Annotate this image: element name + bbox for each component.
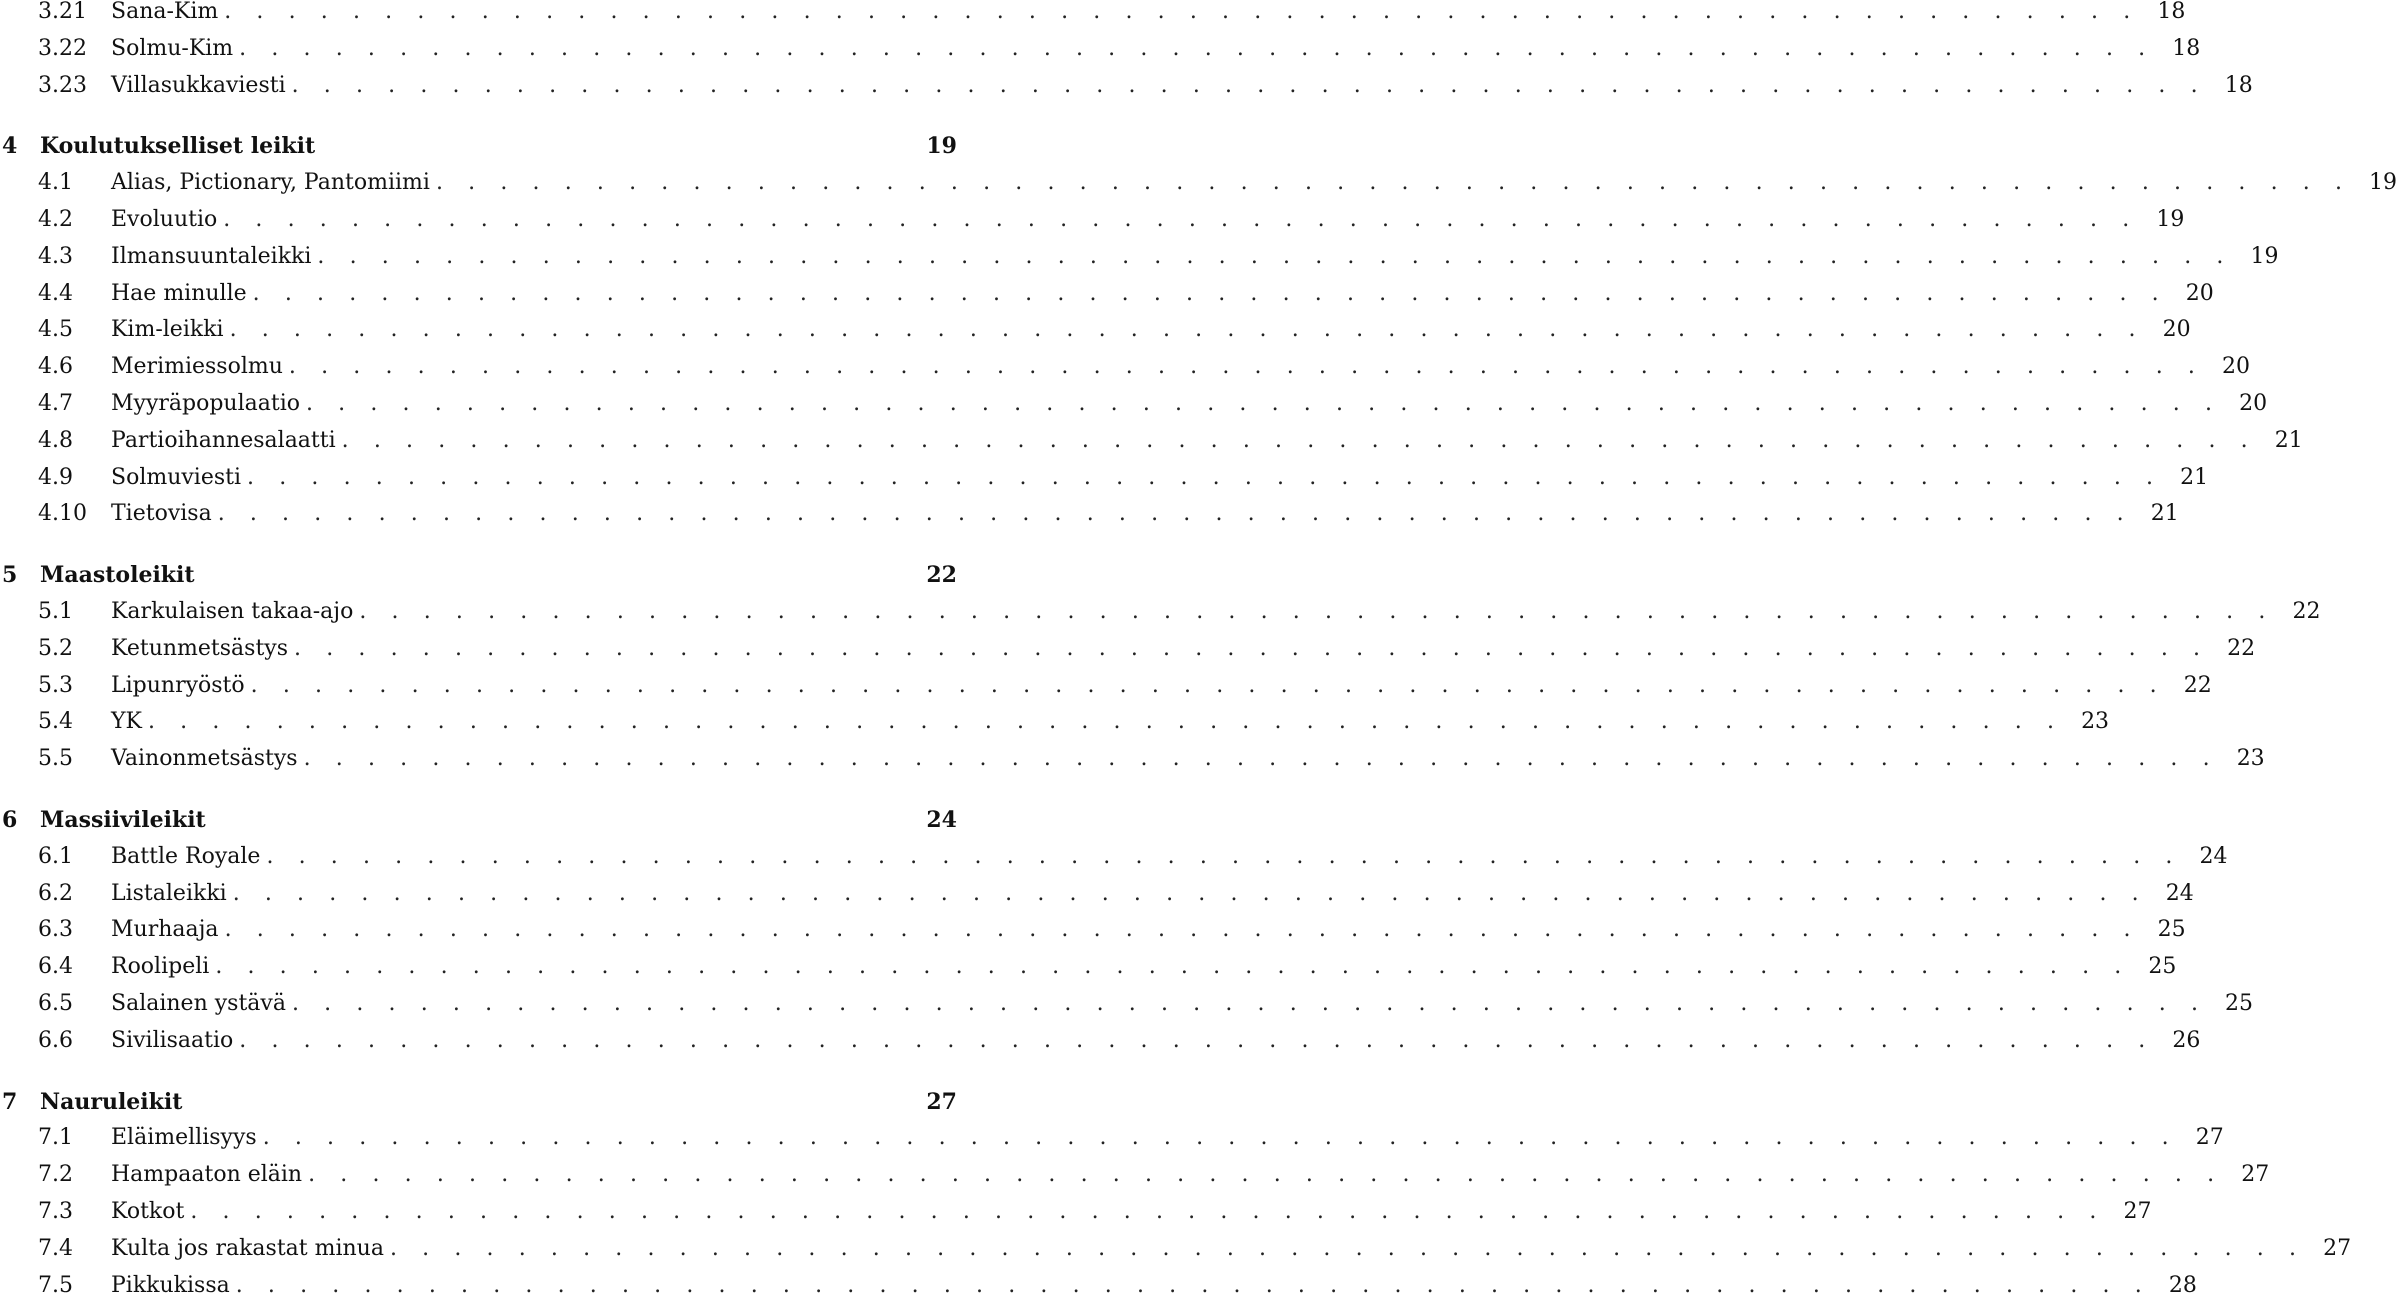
toc-entry-title[interactable]: Kim-leikki bbox=[111, 317, 224, 343]
toc-page-number[interactable]: 22 bbox=[2292, 599, 2321, 624]
toc-entry-number: 7.2 bbox=[38, 1162, 73, 1188]
dot-leader: . . . . . . . . . . . . . . . . . . . . . . . . . . . . . . . . . . . . . . . . . . . . . . . . . . . . . . . . . . . . bbox=[224, 917, 2140, 943]
toc-page-number[interactable]: 22 bbox=[2227, 635, 2256, 661]
toc-page-number[interactable]: 27 bbox=[2195, 1125, 2224, 1151]
toc-subsection-entry[interactable] bbox=[0, 239, 2279, 275]
toc-entry-title[interactable]: Vainonmetsästys bbox=[111, 746, 298, 772]
toc-page-number[interactable]: 18 bbox=[2157, 0, 2186, 24]
toc-subsection-entry[interactable] bbox=[0, 349, 2251, 385]
toc-page-number[interactable]: 25 bbox=[2157, 917, 2186, 943]
toc-page-number[interactable]: 20 bbox=[2162, 317, 2191, 343]
toc-entry-number: 4.3 bbox=[38, 243, 73, 269]
toc-entry-title[interactable]: Partioihannesalaatti bbox=[111, 427, 336, 453]
toc-subsection-entry[interactable] bbox=[0, 312, 2191, 348]
toc-page-number[interactable]: 19 bbox=[2369, 170, 2397, 196]
toc-entry-title[interactable]: Solmuviesti bbox=[111, 464, 242, 490]
dot-leader: . . . . . . . . . . . . . . . . . . . . . . . . . . . . . . . . . . . . . . . . . . . . . . . . . . . . . . . . . . . . bbox=[291, 72, 2207, 98]
dot-leader: . . . . . . . . . . . . . . . . . . . . . . . . . . . . . . . . . . . . . . . . . . . . . . . . . . . . . . . . . . . . bbox=[224, 0, 2140, 24]
toc-subsection-entry[interactable] bbox=[0, 31, 2201, 67]
dot-leader: . . . . . . . . . . . . . . . . . . . . . . . . . . . . . . . . . . . . . . . . . . . . . . . . . . . . . . . . . . . . bbox=[303, 746, 2219, 772]
toc-page-number[interactable]: 22 bbox=[926, 562, 957, 589]
toc-entry-number: 7.3 bbox=[38, 1199, 73, 1224]
toc-entry-number: 7.4 bbox=[38, 1235, 73, 1261]
toc-entry-title[interactable]: Villasukkaviesti bbox=[111, 72, 286, 98]
toc-entry-title[interactable]: Maastoleikit bbox=[40, 562, 195, 589]
dot-leader: . . . . . . . . . . . . . . . . . . . . . . . . . . . . . . . . . . . . . . . . . . . . . . . . . . . . . . . . . . . . bbox=[190, 1199, 2106, 1224]
toc-entry-number: 7.5 bbox=[38, 1272, 73, 1298]
toc-entry-title[interactable]: Nauruleikit bbox=[40, 1088, 183, 1115]
toc-entry-title[interactable]: YK bbox=[111, 709, 142, 735]
toc-subsection-entry[interactable] bbox=[0, 202, 2185, 238]
toc-entry-number: 6.4 bbox=[38, 954, 73, 980]
dot-leader: . . . . . . . . . . . . . . . . . . . . . . . . . . . . . . . . . . . . . . . . . . . . . . . . . . . . . . . . . . . . bbox=[266, 843, 2182, 869]
toc-entry-title[interactable]: Roolipeli bbox=[111, 954, 210, 980]
toc-subsection-entry[interactable] bbox=[0, 912, 2186, 948]
toc-subsection-entry[interactable] bbox=[0, 165, 2397, 201]
toc-page-number[interactable]: 23 bbox=[2236, 746, 2265, 772]
toc-entry-number: 5.4 bbox=[38, 709, 73, 735]
toc-entry-number: 5.3 bbox=[38, 672, 73, 698]
toc-page-number[interactable]: 23 bbox=[2081, 709, 2110, 735]
toc-entry-title[interactable]: Koulutukselliset leikit bbox=[40, 133, 316, 160]
toc-entry-title[interactable]: Salainen ystävä bbox=[111, 991, 286, 1016]
dot-leader: . . . . . . . . . . . . . . . . . . . . . . . . . . . . . . . . . . . . . . . . . . . . . . . . . . . . . . . . . . . . bbox=[288, 354, 2205, 380]
toc-subsection-entry[interactable] bbox=[0, 986, 2254, 1022]
toc-subsection-entry[interactable] bbox=[0, 496, 2179, 532]
toc-entry-title[interactable]: Karkulaisen takaa-ajo bbox=[111, 599, 354, 624]
toc-entry-title[interactable]: Kulta jos rakastat minua bbox=[111, 1235, 384, 1261]
toc-page-number[interactable]: 20 bbox=[2185, 280, 2214, 306]
dot-leader: . . . . . . . . . . . . . . . . . . . . . . . . . . . . . . . . . . . . . . . . . . . . . . . . . . . . . . . . . . . . bbox=[235, 1272, 2151, 1298]
toc-entry-number: 6.1 bbox=[38, 843, 73, 869]
toc-entry-number: 3.21 bbox=[38, 0, 87, 24]
toc-page-number[interactable]: 19 bbox=[926, 133, 957, 160]
toc-entry-title[interactable]: Ilmansuuntaleikki bbox=[111, 243, 312, 269]
dot-leader: . . . . . . . . . . . . . . . . . . . . . . . . . . . . . . . . . . . . . . . . . . . . . . . . . . . . . . . . . . . . bbox=[232, 880, 2148, 906]
toc-section-entry[interactable] bbox=[0, 128, 960, 164]
toc-section-entry[interactable] bbox=[0, 1084, 960, 1120]
toc-entry-title[interactable]: Listaleikki bbox=[111, 880, 227, 906]
toc-entry-title[interactable]: Hae minulle bbox=[111, 280, 247, 306]
toc-entry-number: 4.8 bbox=[38, 427, 73, 453]
toc-page-number[interactable]: 21 bbox=[2180, 464, 2209, 490]
dot-leader: . . . . . . . . . . . . . . . . . . . . . . . . . . . . . . . . . . . . . . . . . . . . . . . . . . . . . . . . . . . . bbox=[239, 1027, 2155, 1053]
toc-entry-number: 5.5 bbox=[38, 746, 73, 772]
toc-page-number[interactable]: 19 bbox=[2250, 243, 2279, 269]
toc-entry-title[interactable]: Murhaaja bbox=[111, 917, 219, 943]
toc-entry-number: 6.6 bbox=[38, 1027, 73, 1053]
toc-entry-title[interactable]: Hampaaton eläin bbox=[111, 1162, 303, 1188]
toc-subsection-entry[interactable] bbox=[0, 1231, 2352, 1267]
toc-entry-number: 3.23 bbox=[38, 72, 87, 98]
toc-entry-title[interactable]: Sivilisaatio bbox=[111, 1027, 234, 1053]
toc-subsection-entry[interactable] bbox=[0, 631, 2256, 667]
toc-section-entry[interactable] bbox=[0, 802, 960, 838]
toc-subsection-entry[interactable] bbox=[0, 423, 2303, 459]
toc-entry-title[interactable]: Evoluutio bbox=[111, 207, 218, 232]
toc-page-number[interactable]: 18 bbox=[2224, 72, 2253, 98]
toc-entry-title[interactable]: Massiivileikit bbox=[40, 807, 206, 833]
toc-entry-number: 4 bbox=[2, 133, 18, 160]
dot-leader: . . . . . . . . . . . . . . . . . . . . . . . . . . . . . . . . . . . . . . . . . . . . . . . . . . . . . . . . . . . . bbox=[217, 501, 2133, 527]
toc-subsection-entry[interactable] bbox=[0, 876, 2194, 912]
toc-subsection-entry[interactable] bbox=[0, 668, 2212, 704]
toc-entry-number: 5.1 bbox=[38, 599, 73, 624]
toc-page-number[interactable]: 24 bbox=[926, 807, 957, 833]
dot-leader: . . . . . . . . . . . . . . . . . . . . . . . . . . . . . . . . . . . . . . . . . . . . . . . . . . . . . . . . . . . . bbox=[262, 1125, 2178, 1151]
dot-leader: . . . . . . . . . . . . . . . . . . . . . . . . . . . . . . . . . . . . . . . . . . . . . . . . . . . . . . . . . . . . bbox=[215, 954, 2131, 980]
toc-page-number[interactable]: 24 bbox=[2165, 880, 2194, 906]
toc-entry-number: 3.22 bbox=[38, 35, 87, 61]
toc-subsection-entry[interactable] bbox=[0, 949, 2177, 985]
toc-subsection-entry[interactable] bbox=[0, 1194, 2152, 1230]
toc-entry-title[interactable]: Battle Royale bbox=[111, 843, 261, 869]
dot-leader: . . . . . . . . . . . . . . . . . . . . . . . . . . . . . . . . . . . . . . . . . . . . . . . . . . . . . . . . . . . . bbox=[306, 391, 2222, 416]
toc-subsection-entry[interactable] bbox=[0, 1157, 2270, 1193]
dot-leader: . . . . . . . . . . . . . . . . . . . . . . . . . . . . . . . . . . . . . . . . . . . . . . . . . . . . . . . . . . . . bbox=[229, 317, 2145, 343]
dot-leader: . . . . . . . . . . . . . . . . . . . . . . . . . . . . . . . . . . . . . . . . . . . . . . . . . . . . . . . . . . . . bbox=[147, 709, 2064, 735]
toc-page-number[interactable]: 25 bbox=[2148, 954, 2177, 980]
toc-page-number[interactable]: 22 bbox=[2183, 672, 2212, 698]
toc-section-entry[interactable] bbox=[0, 557, 960, 593]
dot-leader: . . . . . . . . . . . . . . . . . . . . . . . . . . . . . . . . . . . . . . . . . . . . . . . . . . . . . . . . . . . . bbox=[389, 1235, 2306, 1261]
toc-subsection-entry[interactable] bbox=[0, 460, 2209, 496]
dot-leader: . . . . . . . . . . . . . . . . . . . . . . . . . . . . . . . . . . . . . . . . . . . . . . . . . . . . . . . . . . . . bbox=[291, 991, 2208, 1016]
toc-entry-number: 6.5 bbox=[38, 991, 73, 1016]
toc-page-number[interactable]: 21 bbox=[2150, 501, 2179, 527]
toc-page-number[interactable]: 25 bbox=[2225, 991, 2254, 1016]
toc-entry-number: 4.10 bbox=[38, 501, 87, 527]
dot-leader: . . . . . . . . . . . . . . . . . . . . . . . . . . . . . . . . . . . . . . . . . . . . . . . . . . . . . . . . . . . . bbox=[317, 243, 2233, 269]
toc-entry-title[interactable]: Kotkot bbox=[111, 1199, 185, 1224]
toc-page-number[interactable]: 27 bbox=[926, 1088, 957, 1115]
toc-subsection-entry[interactable] bbox=[0, 594, 2321, 630]
toc-entry-title[interactable]: Lipunryöstö bbox=[111, 672, 245, 698]
toc-entry-number: 6.3 bbox=[38, 917, 73, 943]
toc-subsection-entry[interactable] bbox=[0, 839, 2228, 875]
toc-entry-number: 4.6 bbox=[38, 354, 73, 380]
toc-subsection-entry[interactable] bbox=[0, 386, 2268, 422]
dot-leader: . . . . . . . . . . . . . . . . . . . . . . . . . . . . . . . . . . . . . . . . . . . . . . . . . . . . . . . . . . . . bbox=[250, 672, 2166, 698]
toc-entry-title[interactable]: Tietovisa bbox=[111, 501, 212, 527]
toc-subsection-entry[interactable] bbox=[0, 741, 2265, 777]
toc-subsection-entry[interactable] bbox=[0, 1268, 2197, 1304]
dot-leader: . . . . . . . . . . . . . . . . . . . . . . . . . . . . . . . . . . . . . . . . . . . . . . . . . . . . . . . . . . . . bbox=[294, 635, 2210, 661]
toc-entry-title[interactable]: Alias, Pictionary, Pantomiimi bbox=[111, 170, 430, 196]
toc-page-number[interactable]: 27 bbox=[2241, 1162, 2270, 1188]
toc-entry-number: 4.9 bbox=[38, 464, 73, 490]
toc-subsection-entry[interactable] bbox=[0, 704, 2110, 740]
toc-entry-title[interactable]: Myyräpopulaatio bbox=[111, 391, 300, 416]
toc-entry-title[interactable]: Ketunmetsästys bbox=[111, 635, 289, 661]
toc-entry-number: 6.2 bbox=[38, 880, 73, 906]
dot-leader: . . . . . . . . . . . . . . . . . . . . . . . . . . . . . . . . . . . . . . . . . . . . . . . . . . . . . . . . . . . . bbox=[341, 427, 2257, 453]
toc-page-number[interactable]: 21 bbox=[2274, 427, 2303, 453]
dot-leader: . . . . . . . . . . . . . . . . . . . . . . . . . . . . . . . . . . . . . . . . . . . . . . . . . . . . . . . . . . . . bbox=[308, 1162, 2224, 1188]
toc-page-number[interactable]: 20 bbox=[2239, 391, 2268, 416]
toc-entry-number: 5.2 bbox=[38, 635, 73, 661]
toc-entry-number: 7 bbox=[2, 1088, 18, 1115]
toc-page-number[interactable]: 19 bbox=[2156, 207, 2185, 232]
toc-page-number[interactable]: 27 bbox=[2323, 1235, 2352, 1261]
toc-entry-title[interactable]: Solmu-Kim bbox=[111, 35, 234, 61]
toc-entry-title[interactable]: Eläimellisyys bbox=[111, 1125, 257, 1151]
toc-page-number[interactable]: 27 bbox=[2123, 1199, 2152, 1224]
toc-entry-number: 4.5 bbox=[38, 317, 73, 343]
toc-subsection-entry[interactable] bbox=[0, 1120, 2224, 1156]
toc-page-number[interactable]: 28 bbox=[2168, 1272, 2197, 1298]
toc-entry-title[interactable]: Merimiessolmu bbox=[111, 354, 283, 380]
toc-entry-title[interactable]: Sana-Kim bbox=[111, 0, 219, 24]
toc-entry-title[interactable]: Pikkukissa bbox=[111, 1272, 230, 1298]
toc-page-number[interactable]: 24 bbox=[2199, 843, 2228, 869]
toc-entry-number: 4.7 bbox=[38, 391, 73, 416]
toc-subsection-entry[interactable] bbox=[0, 68, 2253, 104]
toc-page-number[interactable]: 26 bbox=[2172, 1027, 2201, 1053]
toc-entry-number: 6 bbox=[2, 807, 18, 833]
toc-entry-number: 4.2 bbox=[38, 207, 73, 232]
toc-subsection-entry[interactable] bbox=[0, 0, 2186, 30]
toc-entry-number: 5 bbox=[2, 562, 18, 589]
toc-subsection-entry[interactable] bbox=[0, 276, 2214, 312]
dot-leader: . . . . . . . . . . . . . . . . . . . . . . . . . . . . . . . . . . . . . . . . . . . . . . . . . . . . . . . . . . . . bbox=[252, 280, 2168, 306]
toc-page-number[interactable]: 20 bbox=[2222, 354, 2251, 380]
toc-entry-number: 4.1 bbox=[38, 170, 73, 196]
dot-leader: . . . . . . . . . . . . . . . . . . . . . . . . . . . . . . . . . . . . . . . . . . . . . . . . . . . . . . . . . . . . bbox=[239, 35, 2155, 61]
dot-leader: . . . . . . . . . . . . . . . . . . . . . . . . . . . . . . . . . . . . . . . . . . . . . . . . . . . . . . . . . . . . bbox=[435, 170, 2352, 196]
dot-leader: . . . . . . . . . . . . . . . . . . . . . . . . . . . . . . . . . . . . . . . . . . . . . . . . . . . . . . . . . . . . bbox=[223, 207, 2139, 232]
toc-page-number[interactable]: 18 bbox=[2172, 35, 2201, 61]
dot-leader: . . . . . . . . . . . . . . . . . . . . . . . . . . . . . . . . . . . . . . . . . . . . . . . . . . . . . . . . . . . . bbox=[359, 599, 2275, 624]
toc-entry-number: 7.1 bbox=[38, 1125, 73, 1151]
toc-entry-number: 4.4 bbox=[38, 280, 73, 306]
toc-subsection-entry[interactable] bbox=[0, 1023, 2201, 1059]
dot-leader: . . . . . . . . . . . . . . . . . . . . . . . . . . . . . . . . . . . . . . . . . . . . . . . . . . . . . . . . . . . . bbox=[247, 464, 2163, 490]
